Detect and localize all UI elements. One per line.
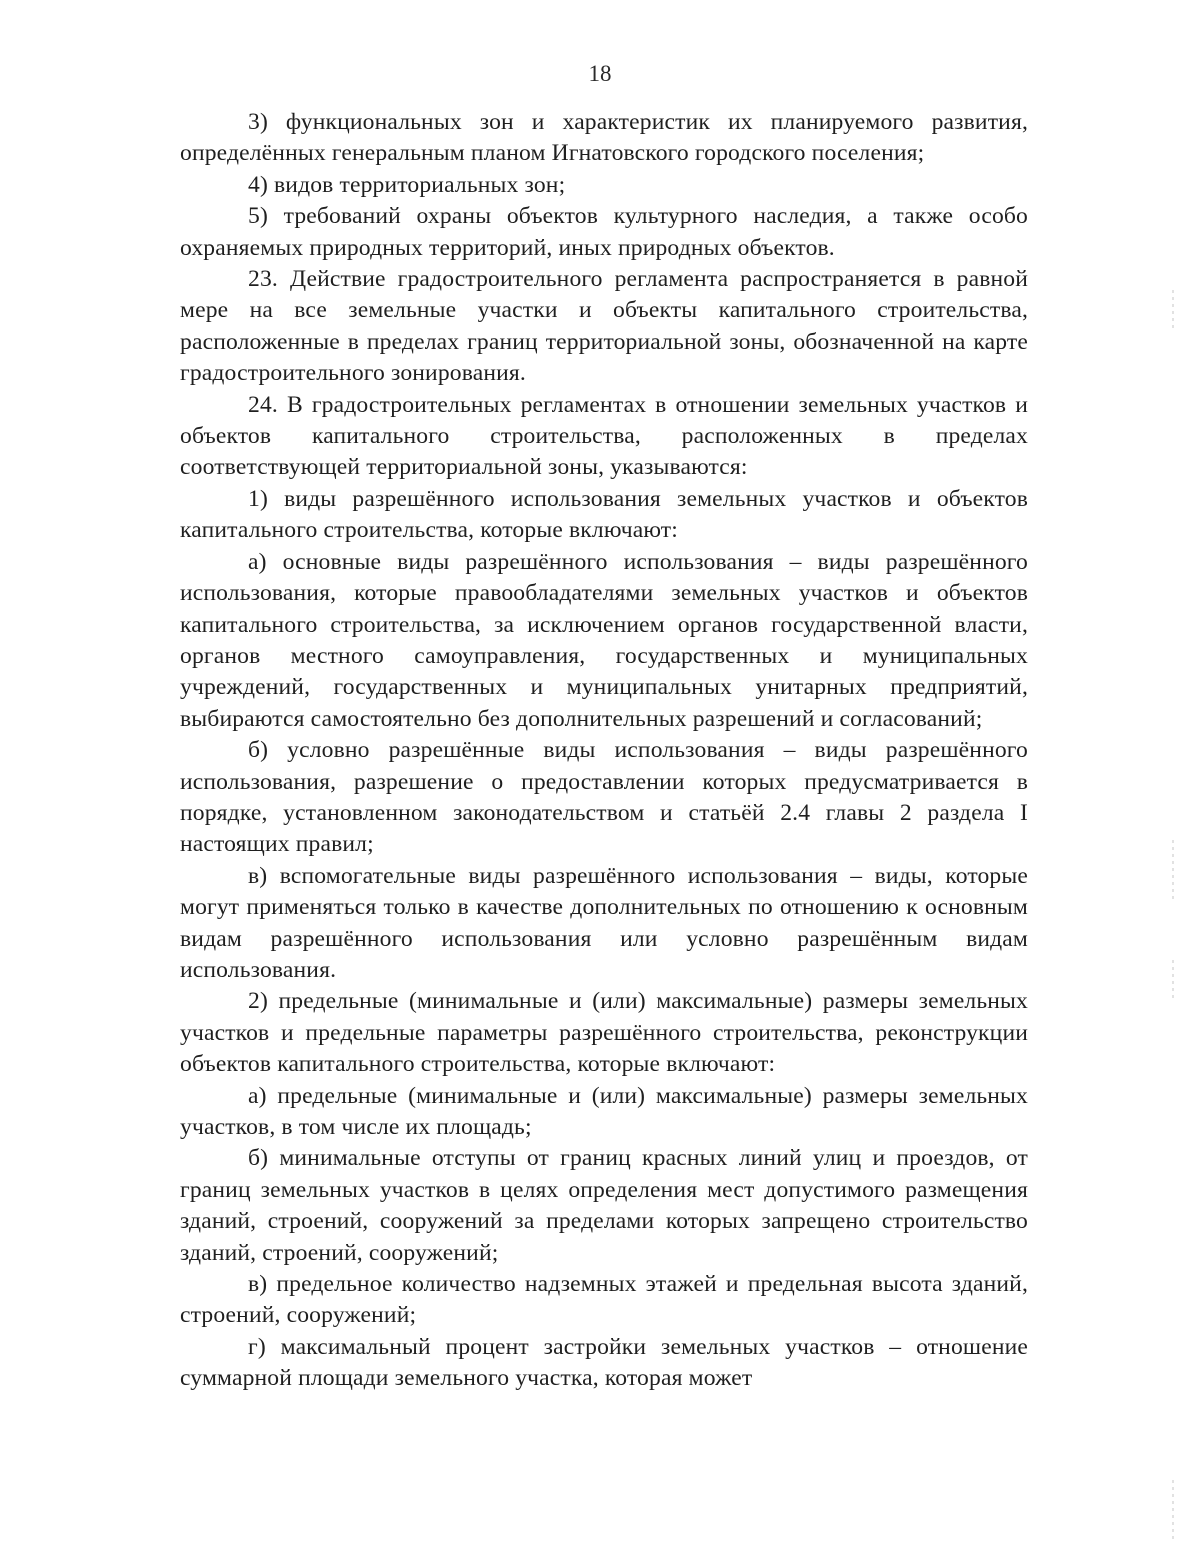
paragraph-5-heritage-protection: 5) требований охраны объектов культурного наследия, а также особо охраняемых природных территорий, иных природных объектов.	[180, 203, 1028, 261]
paragraph-24-regulation-content: 24. В градостроительных регламентах в отношении земельных участков и объектов капитального строительства, расположенных в пределах соответствующей территориальной зоны, указываются:	[180, 391, 1028, 481]
paragraph-a-plot-sizes: а) предельные (минимальные и (или) максимальные) размеры земельных участков, в том числе их площадь;	[180, 1082, 1028, 1140]
paragraph-b-setbacks: б) минимальные отступы от границ красных линий улиц и проездов, от границ земельных участков в целях определения мест допустимого размещения зданий, строений, сооружений за пределами которых запрещено строительство зданий, строений, сооружений;	[180, 1145, 1028, 1266]
paragraph-b-conditional-uses: б) условно разрешённые виды использования – виды разрешённого использования, разрешение о предоставлении которых предусматривается в порядке, установленном законодательством и статьёй 2.4 главы 2 раздела I настоящих правил;	[180, 737, 1028, 858]
paragraph-23-regulation-scope: 23. Действие градостроительного регламента распространяется в равной мере на все земельные участки и объекты капитального строительства, расположенные в пределах границ территориальной зоны, обозначенной на карте градостроительного зонирования.	[180, 266, 1028, 387]
document-body	[180, 107, 1028, 1395]
paragraph-4-zone-types: 4) видов территориальных зон;	[248, 171, 566, 198]
page-number: 18	[588, 61, 612, 86]
paragraph-a-main-uses: а) основные виды разрешённого использования – виды разрешённого использования, которые правообладателями земельных участков и объектов капитального строительства, за исключением органов государственной власти, органов местного самоуправления, государственных и муниципальных учреждений, государственных и муниципальных унитарных предприятий, выбираются самостоятельно без дополнительных разрешений и согласований;	[180, 548, 1028, 732]
scan-edge-mark	[1172, 960, 1174, 1000]
paragraph-1-permitted-uses: 1) виды разрешённого использования земельных участков и объектов капитального строительства, которые включают:	[180, 485, 1028, 544]
paragraph-v-floors-height: в) предельное количество надземных этажей и предельная высота зданий, строений, сооружений;	[180, 1271, 1028, 1329]
scan-edge-mark	[1172, 290, 1174, 330]
paragraph-3-functional-zones: 3) функциональных зон и характеристик их планируемого развития, определённых генеральным планом Игнатовского городского поселения;	[180, 109, 1028, 167]
scan-edge-mark	[1172, 1480, 1174, 1540]
paragraph-g-building-coverage: г) максимальный процент застройки земельных участков – отношение суммарной площади земельного участка, которая может	[180, 1333, 1028, 1392]
scan-edge-mark	[1172, 840, 1174, 900]
paragraph-v-auxiliary-uses: в) вспомогательные виды разрешённого использования – виды, которые могут применяться только в качестве дополнительных по отношению к основным видам разрешённого использования или условно разрешённым видам использования.	[180, 862, 1028, 983]
paragraph-2-limit-parameters: 2) предельные (минимальные и (или) максимальные) размеры земельных участков и предельные параметры разрешённого строительства, реконструкции объектов капитального строительства, которые включают:	[180, 988, 1028, 1078]
